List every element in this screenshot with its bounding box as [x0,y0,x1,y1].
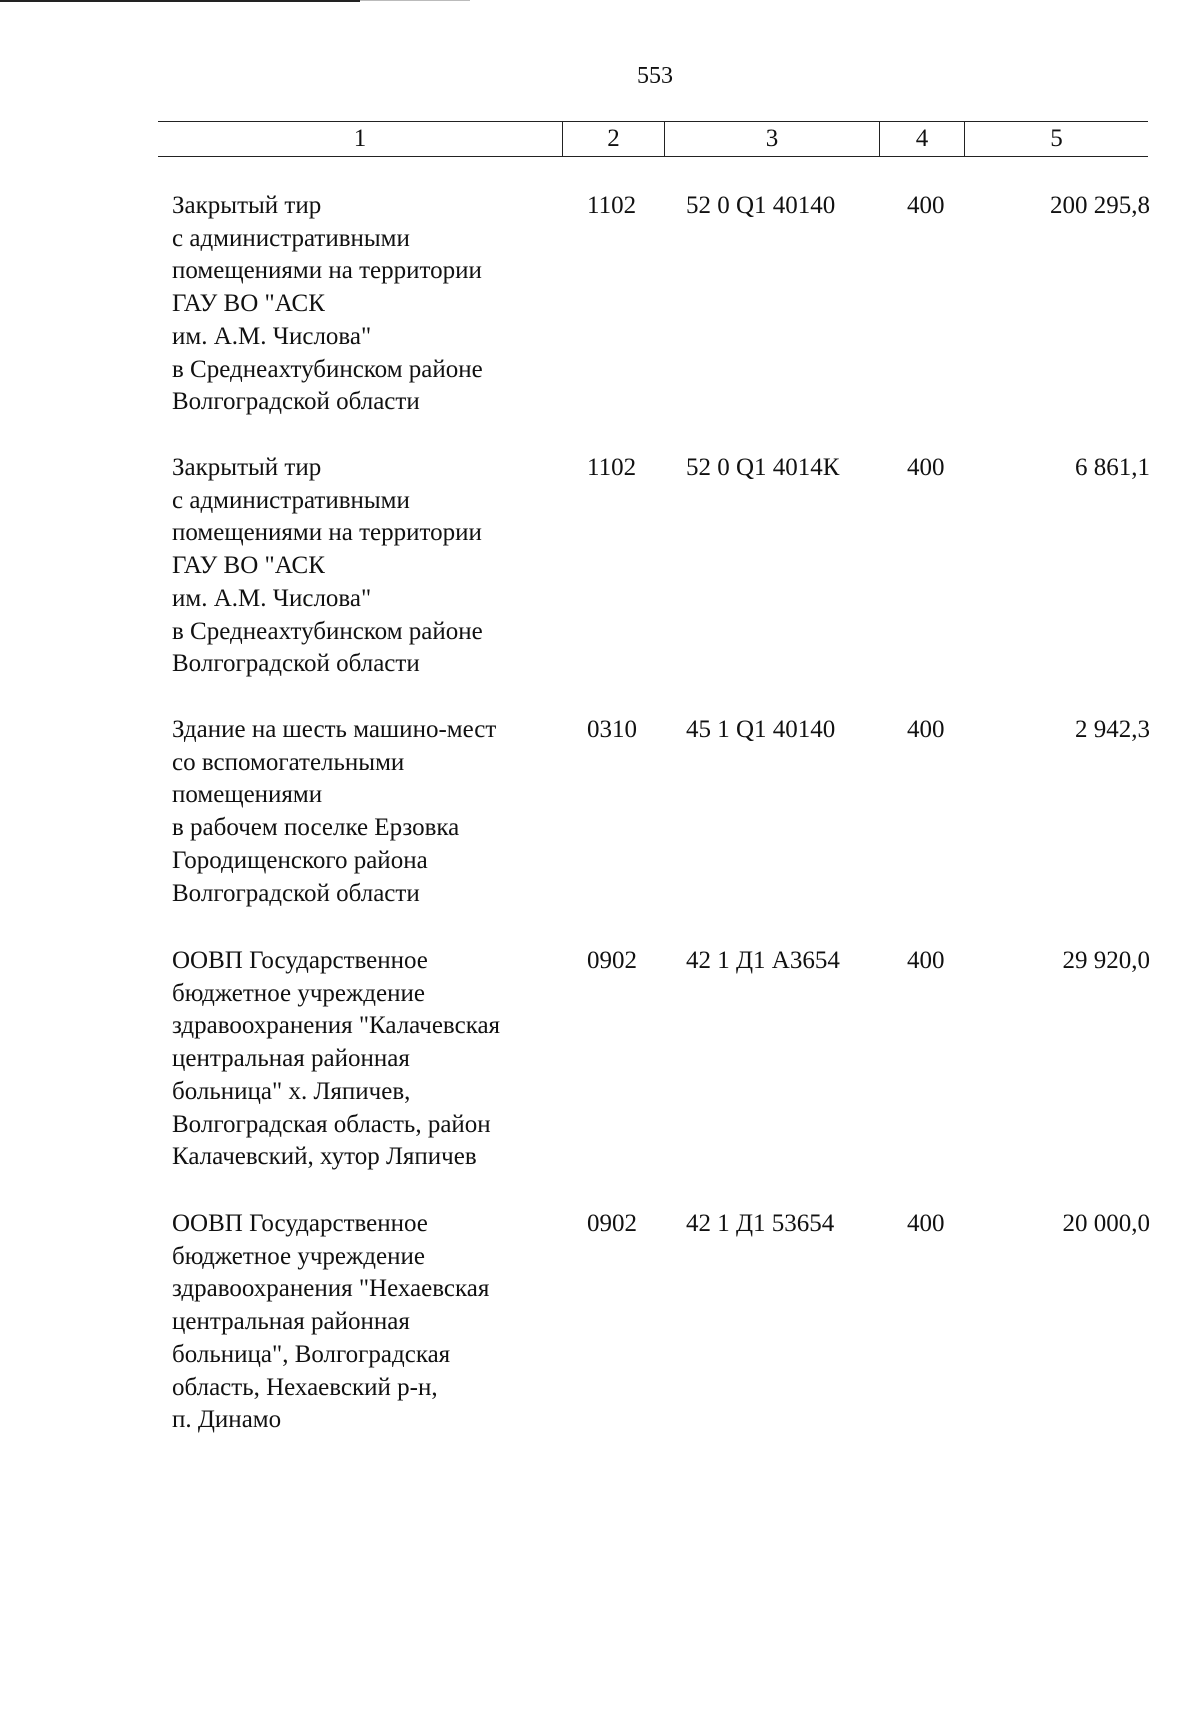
amount-value: 200 295,8 [1050,192,1150,219]
object-name-line: Калачевский, хутор Ляпичев [172,1143,477,1171]
object-name [172,945,567,1174]
section-code: 1102 [587,192,637,219]
expense-type-code: 400 [907,192,945,219]
object-name [172,1208,567,1437]
expense-type-code: 400 [907,1210,945,1237]
expense-type-code: 400 [907,947,945,974]
column-header-3: 3 [665,122,880,156]
column-header-4: 4 [880,122,965,156]
object-name-line: область, Нехаевский р-н, [172,1373,438,1401]
object-name-line: Волгоградская область, район [172,1110,491,1138]
object-name-line: больница", Волгоградская [172,1340,451,1368]
table-header [158,121,1148,157]
object-name-line: в рабочем поселке Ерзовка [172,814,460,842]
object-name-line: помещениями на территории [172,257,482,285]
object-name-line: им. А.М. Числова" [172,322,372,350]
expense-type-code: 400 [907,716,945,743]
target-article-code: 52 0 Q1 4014К [686,454,840,481]
object-name-line: Здание на шесть машино-мест [172,716,497,743]
object-name-line: Городищенского района [172,846,428,874]
column-header-1: 1 [158,122,563,156]
target-article-code: 42 1 Д1 А3654 [686,947,840,974]
object-name-line: ООВП Государственное [172,1210,428,1237]
object-name-line: помещениями [172,781,323,809]
object-name-line: с административными [172,224,410,252]
amount-value: 6 861,1 [1075,454,1150,481]
object-name-line: помещениями на территории [172,519,482,547]
object-name-line: Закрытый тир [172,454,322,481]
object-name-line: Волгоградской области [172,879,420,907]
object-name-line: бюджетное учреждение [172,1242,425,1270]
target-article-code: 45 1 Q1 40140 [686,716,836,743]
column-header-2: 2 [563,122,665,156]
object-name-line: с административными [172,486,410,514]
section-code: 0902 [587,947,637,974]
object-name-line: ГАУ ВО "АСК [172,552,325,580]
object-name-line: центральная районная [172,1308,410,1336]
amount-value: 29 920,0 [1062,947,1150,974]
section-code: 0310 [587,716,637,743]
object-name-line: ГАУ ВО "АСК [172,290,325,318]
object-name-line: Закрытый тир [172,192,322,219]
amount-value: 2 942,3 [1075,716,1150,743]
target-article-code: 52 0 Q1 40140 [686,192,836,219]
object-name [172,714,567,910]
object-name-line: Волгоградской области [172,388,420,416]
object-name-line: в Среднеахтубинском районе [172,617,483,645]
scan-edge-line [0,0,360,2]
object-name-line: в Среднеахтубинском районе [172,355,483,383]
page-number: 553 [637,63,673,89]
object-name-line: ООВП Государственное [172,947,428,974]
object-name-line: здравоохранения "Калачевская [172,1012,501,1040]
amount-value: 20 000,0 [1062,1210,1150,1237]
scan-edge-line-faint [360,0,470,1]
section-code: 1102 [587,454,637,481]
object-name-line: Волгоградской области [172,650,420,678]
object-name-line: центральная районная [172,1045,410,1073]
section-code: 0902 [587,1210,637,1237]
object-name-line: им. А.М. Числова" [172,584,372,612]
object-name-line: со вспомогательными [172,748,405,776]
expense-type-code: 400 [907,454,945,481]
column-header-5: 5 [1050,125,1063,152]
object-name-line: здравоохранения "Нехаевская [172,1275,490,1303]
object-name [172,452,567,681]
target-article-code: 42 1 Д1 53654 [686,1210,835,1237]
object-name-line: бюджетное учреждение [172,979,425,1007]
object-name-line: п. Динамо [172,1406,282,1434]
object-name-line: больница" х. Ляпичев, [172,1077,411,1105]
object-name [172,190,567,419]
